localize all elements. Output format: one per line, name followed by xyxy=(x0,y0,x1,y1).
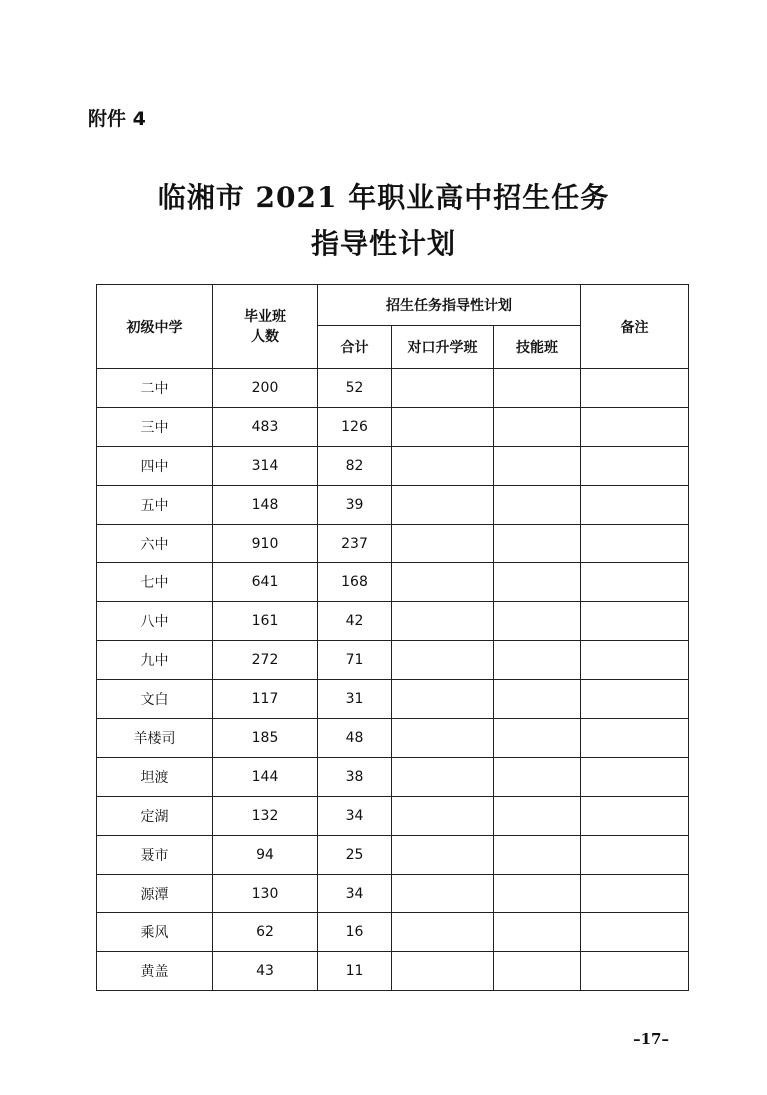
skills-cell xyxy=(494,369,581,408)
table-row xyxy=(97,796,689,835)
school-cell: 源潭 xyxy=(97,874,213,913)
school-cell: 四中 xyxy=(97,446,213,485)
graduates-cell: 910 xyxy=(213,524,318,563)
upgrade-cell xyxy=(392,563,494,602)
table-row xyxy=(97,407,689,446)
upgrade-cell xyxy=(392,602,494,641)
upgrade-cell xyxy=(392,524,494,563)
remarks-cell xyxy=(581,796,689,835)
table-row xyxy=(97,446,689,485)
skills-cell xyxy=(494,485,581,524)
skills-cell xyxy=(494,874,581,913)
graduates-cell: 132 xyxy=(213,796,318,835)
school-cell: 三中 xyxy=(97,407,213,446)
remarks-cell xyxy=(581,446,689,485)
remarks-cell xyxy=(581,719,689,758)
upgrade-cell xyxy=(392,874,494,913)
header-skills-class: 技能班 xyxy=(494,326,581,369)
table-row xyxy=(97,485,689,524)
table-row xyxy=(97,563,689,602)
school-cell: 七中 xyxy=(97,563,213,602)
table-row xyxy=(97,602,689,641)
remarks-cell xyxy=(581,369,689,408)
remarks-cell xyxy=(581,874,689,913)
school-cell: 六中 xyxy=(97,524,213,563)
graduates-cell: 130 xyxy=(213,874,318,913)
skills-cell xyxy=(494,563,581,602)
header-total: 合计 xyxy=(318,326,392,369)
remarks-cell xyxy=(581,485,689,524)
school-cell: 二中 xyxy=(97,369,213,408)
school-cell: 黄盖 xyxy=(97,952,213,991)
school-cell: 羊楼司 xyxy=(97,719,213,758)
total-cell: 16 xyxy=(318,913,392,952)
total-cell: 52 xyxy=(318,369,392,408)
upgrade-cell xyxy=(392,446,494,485)
upgrade-cell xyxy=(392,485,494,524)
remarks-cell xyxy=(581,524,689,563)
school-cell: 聂市 xyxy=(97,835,213,874)
skills-cell xyxy=(494,446,581,485)
school-cell: 定湖 xyxy=(97,796,213,835)
remarks-cell xyxy=(581,680,689,719)
table-row xyxy=(97,913,689,952)
total-cell: 38 xyxy=(318,757,392,796)
upgrade-cell xyxy=(392,719,494,758)
upgrade-cell xyxy=(392,913,494,952)
remarks-cell xyxy=(581,913,689,952)
graduates-cell: 483 xyxy=(213,407,318,446)
upgrade-cell xyxy=(392,952,494,991)
skills-cell xyxy=(494,757,581,796)
graduates-cell: 43 xyxy=(213,952,318,991)
header-graduates-line2: 人数 xyxy=(251,328,279,345)
table-row xyxy=(97,641,689,680)
total-cell: 237 xyxy=(318,524,392,563)
total-cell: 11 xyxy=(318,952,392,991)
skills-cell xyxy=(494,407,581,446)
school-cell: 九中 xyxy=(97,641,213,680)
table-row xyxy=(97,757,689,796)
skills-cell xyxy=(494,719,581,758)
school-cell: 乘风 xyxy=(97,913,213,952)
skills-cell xyxy=(494,913,581,952)
document-subtitle: 指导性计划 xyxy=(310,227,456,260)
table-row xyxy=(97,952,689,991)
total-cell: 34 xyxy=(318,874,392,913)
upgrade-cell xyxy=(392,641,494,680)
school-cell: 文白 xyxy=(97,680,213,719)
skills-cell xyxy=(494,796,581,835)
total-cell: 48 xyxy=(318,719,392,758)
table-row xyxy=(97,719,689,758)
remarks-cell xyxy=(581,407,689,446)
document-title: 临湘市 2021 年职业高中招生任务 xyxy=(157,181,610,214)
upgrade-cell xyxy=(392,835,494,874)
school-cell: 五中 xyxy=(97,485,213,524)
skills-cell xyxy=(494,641,581,680)
upgrade-cell xyxy=(392,796,494,835)
skills-cell xyxy=(494,952,581,991)
graduates-cell: 161 xyxy=(213,602,318,641)
page-number: –17– xyxy=(633,1030,669,1048)
header-graduates xyxy=(213,285,318,369)
table-row xyxy=(97,835,689,874)
total-cell: 82 xyxy=(318,446,392,485)
table-row xyxy=(97,524,689,563)
total-cell: 168 xyxy=(318,563,392,602)
header-school: 初级中学 xyxy=(97,285,213,369)
upgrade-cell xyxy=(392,407,494,446)
total-cell: 39 xyxy=(318,485,392,524)
upgrade-cell xyxy=(392,680,494,719)
upgrade-cell xyxy=(392,369,494,408)
graduates-cell: 62 xyxy=(213,913,318,952)
skills-cell xyxy=(494,680,581,719)
graduates-cell: 148 xyxy=(213,485,318,524)
total-cell: 126 xyxy=(318,407,392,446)
total-cell: 25 xyxy=(318,835,392,874)
table-row xyxy=(97,680,689,719)
remarks-cell xyxy=(581,641,689,680)
table-row xyxy=(97,874,689,913)
header-plan-group: 招生任务指导性计划 xyxy=(318,285,581,326)
header-graduates-line1: 毕业班 xyxy=(244,308,286,325)
total-cell: 71 xyxy=(318,641,392,680)
skills-cell xyxy=(494,602,581,641)
remarks-cell xyxy=(581,602,689,641)
header-row-1 xyxy=(97,285,689,326)
upgrade-cell xyxy=(392,757,494,796)
remarks-cell xyxy=(581,952,689,991)
attachment-label: 附件 4 xyxy=(88,108,146,130)
skills-cell xyxy=(494,524,581,563)
remarks-cell xyxy=(581,757,689,796)
graduates-cell: 185 xyxy=(213,719,318,758)
graduates-cell: 144 xyxy=(213,757,318,796)
header-upgrade-class: 对口升学班 xyxy=(392,326,494,369)
graduates-cell: 200 xyxy=(213,369,318,408)
graduates-cell: 314 xyxy=(213,446,318,485)
total-cell: 34 xyxy=(318,796,392,835)
graduates-cell: 272 xyxy=(213,641,318,680)
total-cell: 31 xyxy=(318,680,392,719)
skills-cell xyxy=(494,835,581,874)
graduates-cell: 641 xyxy=(213,563,318,602)
remarks-cell xyxy=(581,835,689,874)
header-remarks: 备注 xyxy=(581,285,689,369)
table-body xyxy=(97,369,689,991)
total-cell: 42 xyxy=(318,602,392,641)
school-cell: 八中 xyxy=(97,602,213,641)
school-cell: 坦渡 xyxy=(97,757,213,796)
graduates-cell: 117 xyxy=(213,680,318,719)
remarks-cell xyxy=(581,563,689,602)
graduates-cell: 94 xyxy=(213,835,318,874)
enrollment-plan-table xyxy=(96,284,689,991)
table-row xyxy=(97,369,689,408)
